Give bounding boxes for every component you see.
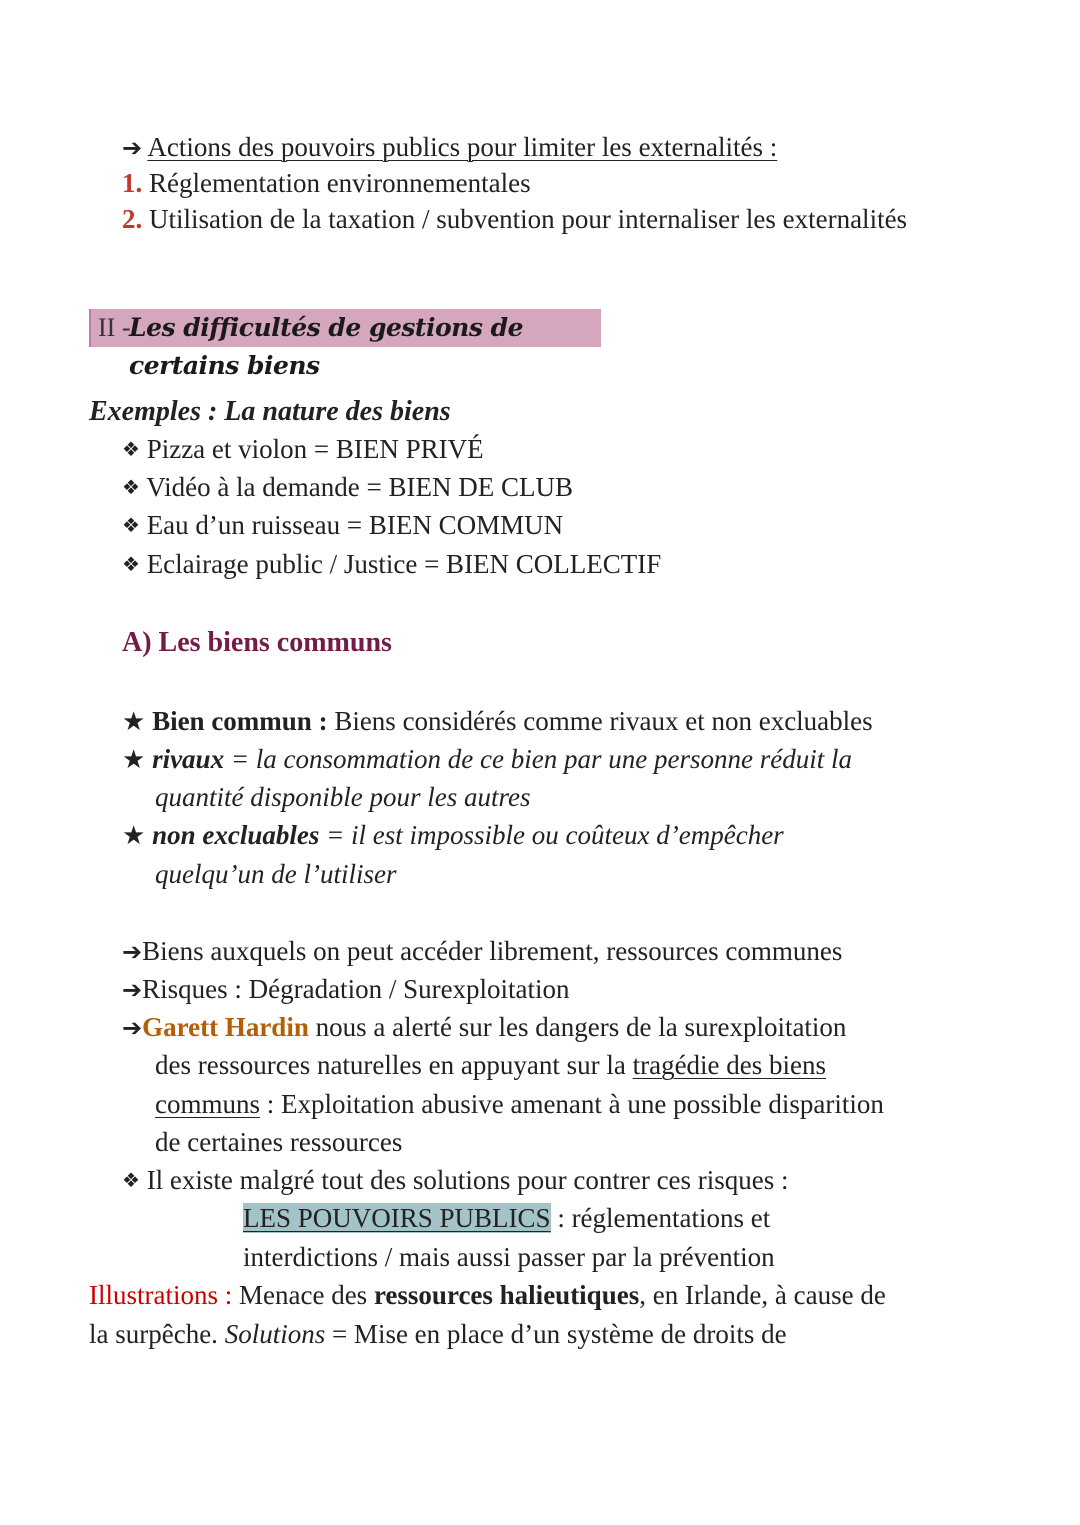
diamond-bullet-icon: ❖ xyxy=(122,552,140,576)
list-item xyxy=(122,506,563,546)
point-text: Biens auxquels on peut accéder librement, ressources communes xyxy=(142,936,843,966)
illustration-text: la surpêche. xyxy=(89,1319,218,1349)
point-text: : réglementations et xyxy=(557,1203,771,1233)
point-continuation xyxy=(155,1046,826,1084)
point-line xyxy=(122,932,842,971)
point-line xyxy=(122,1008,846,1047)
point-line xyxy=(122,1161,789,1201)
highlighted-term: LES POUVOIRS PUBLICS xyxy=(243,1203,551,1233)
list-number: 2. xyxy=(122,204,143,234)
definition-text: Biens considérés comme rivaux et non excluables xyxy=(334,706,873,736)
concept-term: communs xyxy=(155,1089,260,1119)
actions-intro-line xyxy=(122,128,777,167)
section-number: II - xyxy=(98,313,131,342)
list-item-text: Utilisation de la taxation / subvention pour internaliser les externalités xyxy=(149,204,908,234)
example-text: Pizza et violon = BIEN PRIVÉ xyxy=(146,434,484,464)
right-arrow-icon: ➔ xyxy=(122,1014,143,1042)
concept-term: tragédie des biens xyxy=(632,1050,827,1080)
point-text: : Exploitation abusive amenant à une possible disparition xyxy=(266,1089,884,1119)
list-item xyxy=(122,468,573,508)
illustration-text: = Mise en place d’un système de droits de xyxy=(331,1319,787,1349)
definition-text: = il est impossible ou coûteux d’empêcher xyxy=(326,820,784,850)
definition-text: = la consommation de ce bien par une personne réduit la xyxy=(230,744,852,774)
definition-line xyxy=(122,740,852,779)
example-text: Vidéo à la demande = BIEN DE CLUB xyxy=(146,472,573,502)
definition-continuation: quelqu’un de l’utiliser xyxy=(155,859,397,889)
illustration-label: Illustrations : xyxy=(89,1280,233,1310)
illustration-line xyxy=(89,1276,886,1314)
list-item-text: Réglementation environnementales xyxy=(149,168,531,198)
list-item xyxy=(122,430,484,470)
diamond-bullet-icon: ❖ xyxy=(122,513,140,537)
right-arrow-icon: ➔ xyxy=(122,134,143,162)
point-line xyxy=(122,970,570,1009)
subsection-title: A) Les biens communs xyxy=(122,627,392,658)
section-title: Les difficultés de gestions de certains biens xyxy=(129,313,523,380)
definition-line xyxy=(122,816,784,855)
illustration-bold-term: ressources halieutiques xyxy=(373,1280,640,1310)
point-continuation xyxy=(243,1199,770,1237)
definition-line xyxy=(122,702,873,741)
point-text: Risques : Dégradation / Surexploitation xyxy=(142,974,570,1004)
point-continuation: de certaines ressources xyxy=(155,1127,403,1157)
right-arrow-icon: ➔ xyxy=(122,976,143,1004)
illustration-line xyxy=(89,1315,787,1353)
definition-term: rivaux xyxy=(152,744,225,774)
subsection-heading-line xyxy=(122,623,392,662)
list-number: 1. xyxy=(122,168,143,198)
definition-term: non excluables xyxy=(152,820,320,850)
diamond-bullet-icon: ❖ xyxy=(122,475,140,499)
example-text: Eau d’un ruisseau = BIEN COMMUN xyxy=(146,510,564,540)
star-bullet-icon: ★ xyxy=(122,707,146,737)
list-item xyxy=(122,200,907,238)
example-text: Eclairage public / Justice = BIEN COLLECTIF xyxy=(146,549,662,579)
point-continuation: interdictions / mais aussi passer par la prévention xyxy=(243,1242,775,1272)
list-item xyxy=(122,545,661,585)
right-arrow-icon: ➔ xyxy=(122,938,143,966)
examples-title-line xyxy=(89,392,451,431)
point-text: nous a alerté sur les dangers de la surexploitation xyxy=(315,1012,847,1042)
definition-continuation: quantité disponible pour les autres xyxy=(155,782,531,812)
diamond-bullet-icon: ❖ xyxy=(122,1168,140,1192)
star-bullet-icon: ★ xyxy=(122,821,146,851)
actions-intro-text: Actions des pouvoirs publics pour limiter les externalités : xyxy=(147,132,778,162)
section-heading xyxy=(89,309,601,380)
definition-term: Bien commun : xyxy=(152,706,328,736)
examples-title: Exemples : La nature des biens xyxy=(89,396,451,427)
star-bullet-icon: ★ xyxy=(122,745,146,775)
point-continuation xyxy=(155,1085,884,1123)
point-text: des ressources naturelles en appuyant sur la xyxy=(155,1050,626,1080)
author-name: Garett Hardin xyxy=(142,1012,309,1042)
diamond-bullet-icon: ❖ xyxy=(122,437,140,461)
illustration-text: Menace des xyxy=(239,1280,368,1310)
list-item xyxy=(122,164,531,202)
solutions-label: Solutions xyxy=(224,1319,326,1349)
point-text: Il existe malgré tout des solutions pour contrer ces risques : xyxy=(146,1165,789,1195)
illustration-text: , en Irlande, à cause de xyxy=(639,1280,886,1310)
